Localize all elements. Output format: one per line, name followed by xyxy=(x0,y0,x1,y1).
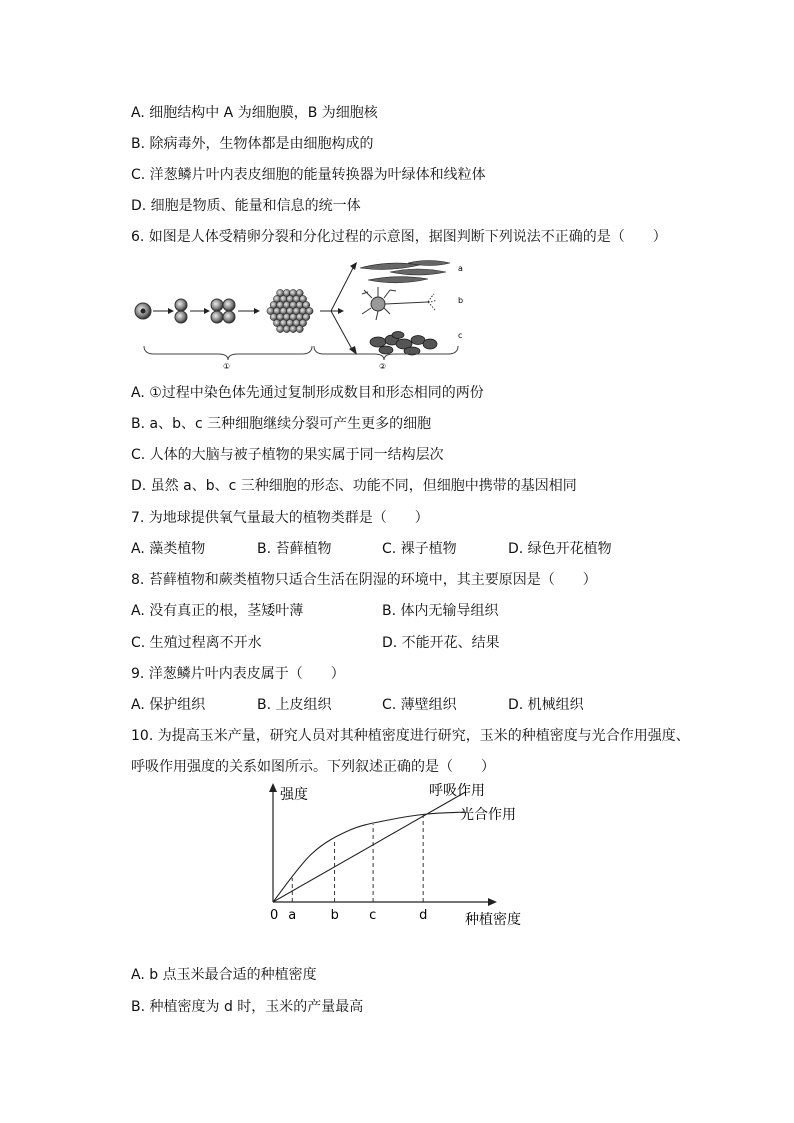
q9-option-d: D. 机械组织 xyxy=(508,697,584,713)
y-axis-arrow xyxy=(269,783,277,792)
q7-option-a: A. 藻类植物 xyxy=(131,541,206,557)
q10-stem-line1: 10. 为提高玉米产量，研究人员对其种植密度进行研究，玉米的种植密度与光合作用强度、 xyxy=(131,728,690,744)
q9-option-a: A. 保护组织 xyxy=(131,697,206,713)
q6-option-a: A. ①过程中染色体先通过复制形成数目和形态相同的两份 xyxy=(131,385,484,401)
figure-label-b: b xyxy=(458,296,464,305)
q10-stem-line2: 呼吸作用强度的关系如图所示。下列叙述正确的是（ ） xyxy=(131,759,495,775)
q5-option-c: C. 洋葱鳞片叶内表皮细胞的能量转换器为叶绿体和线粒体 xyxy=(131,167,486,183)
series-label-photosynthesis: 光合作用 xyxy=(460,807,516,823)
q5-option-b: B. 除病毒外，生物体都是由细胞构成的 xyxy=(131,136,374,152)
q10-density-chart xyxy=(258,780,538,930)
q8-option-d: D. 不能开花、结果 xyxy=(382,635,500,651)
x-tick-label-d: d xyxy=(419,908,428,923)
q7-option-d: D. 绿色开花植物 xyxy=(508,541,612,557)
two-cell-stage xyxy=(175,299,187,323)
brace-process-1 xyxy=(144,346,312,360)
q8-option-c: C. 生殖过程离不开水 xyxy=(131,635,262,651)
cell-mass-cell xyxy=(296,325,303,332)
blood-cells-c xyxy=(370,332,437,356)
q6-cell-division-figure xyxy=(128,256,478,376)
series-label-respiration: 呼吸作用 xyxy=(429,783,485,799)
q6-option-b: B. a、b、c 三种细胞继续分裂可产生更多的细胞 xyxy=(131,416,432,432)
neuron-cell-b xyxy=(362,287,436,320)
four-cell-stage xyxy=(211,299,235,323)
q9-option-c: C. 薄壁组织 xyxy=(382,697,457,713)
q8-stem: 8. 苔藓植物和蕨类植物只适合生活在阴湿的环境中，其主要原因是（ ） xyxy=(131,572,597,588)
cell-mass-cell xyxy=(290,325,297,332)
q10-option-a: A. b 点玉米最合适的种植密度 xyxy=(131,967,317,983)
cell-mass xyxy=(267,289,313,332)
origin-label: 0 xyxy=(270,908,279,923)
q7-stem: 7. 为地球提供氧气量最大的植物类群是（ ） xyxy=(131,510,429,526)
q10-option-b: B. 种植密度为 d 时，玉米的产量最高 xyxy=(131,999,364,1015)
muscle-cells-a xyxy=(360,261,450,283)
q8-option-a: A. 没有真正的根，茎矮叶薄 xyxy=(131,603,304,619)
series-line-photosynthesis xyxy=(273,812,466,902)
x-tick-label-a: a xyxy=(288,908,297,923)
brace-label-1: ① xyxy=(223,362,231,371)
x-tick-label-c: c xyxy=(369,908,377,923)
cell-mass-cell xyxy=(283,325,290,332)
q9-stem: 9. 洋葱鳞片叶内表皮属于（ ） xyxy=(131,666,345,682)
q5-option-d: D. 细胞是物质、能量和信息的统一体 xyxy=(131,198,361,214)
q8-option-b: B. 体内无输导组织 xyxy=(382,603,499,619)
series-line-respiration xyxy=(273,792,466,902)
q6-stem: 6. 如图是人体受精卵分裂和分化过程的示意图，据图判断下列说法不正确的是（ ） xyxy=(131,229,667,245)
x-axis-label: 种植密度 xyxy=(465,912,521,928)
figure-label-a: a xyxy=(458,264,463,273)
q6-option-d: D. 虽然 a、b、c 三种细胞的形态、功能不同，但细胞中携带的基因相同 xyxy=(131,478,577,494)
q5-option-a: A. 细胞结构中 A 为细胞膜，B 为细胞核 xyxy=(131,105,378,121)
q9-option-b: B. 上皮组织 xyxy=(257,697,332,713)
zygote-cell xyxy=(135,303,151,319)
brace-label-2: ② xyxy=(379,362,387,371)
q6-option-c: C. 人体的大脑与被子植物的果实属于同一结构层次 xyxy=(131,447,444,463)
q7-option-b: B. 苔藓植物 xyxy=(257,541,332,557)
x-axis-arrow xyxy=(488,898,497,906)
cell-mass-cell xyxy=(277,325,284,332)
x-tick-label-b: b xyxy=(330,908,339,923)
q7-option-c: C. 裸子植物 xyxy=(382,541,457,557)
figure-label-c: c xyxy=(458,331,463,340)
y-axis-label: 强度 xyxy=(280,787,308,803)
